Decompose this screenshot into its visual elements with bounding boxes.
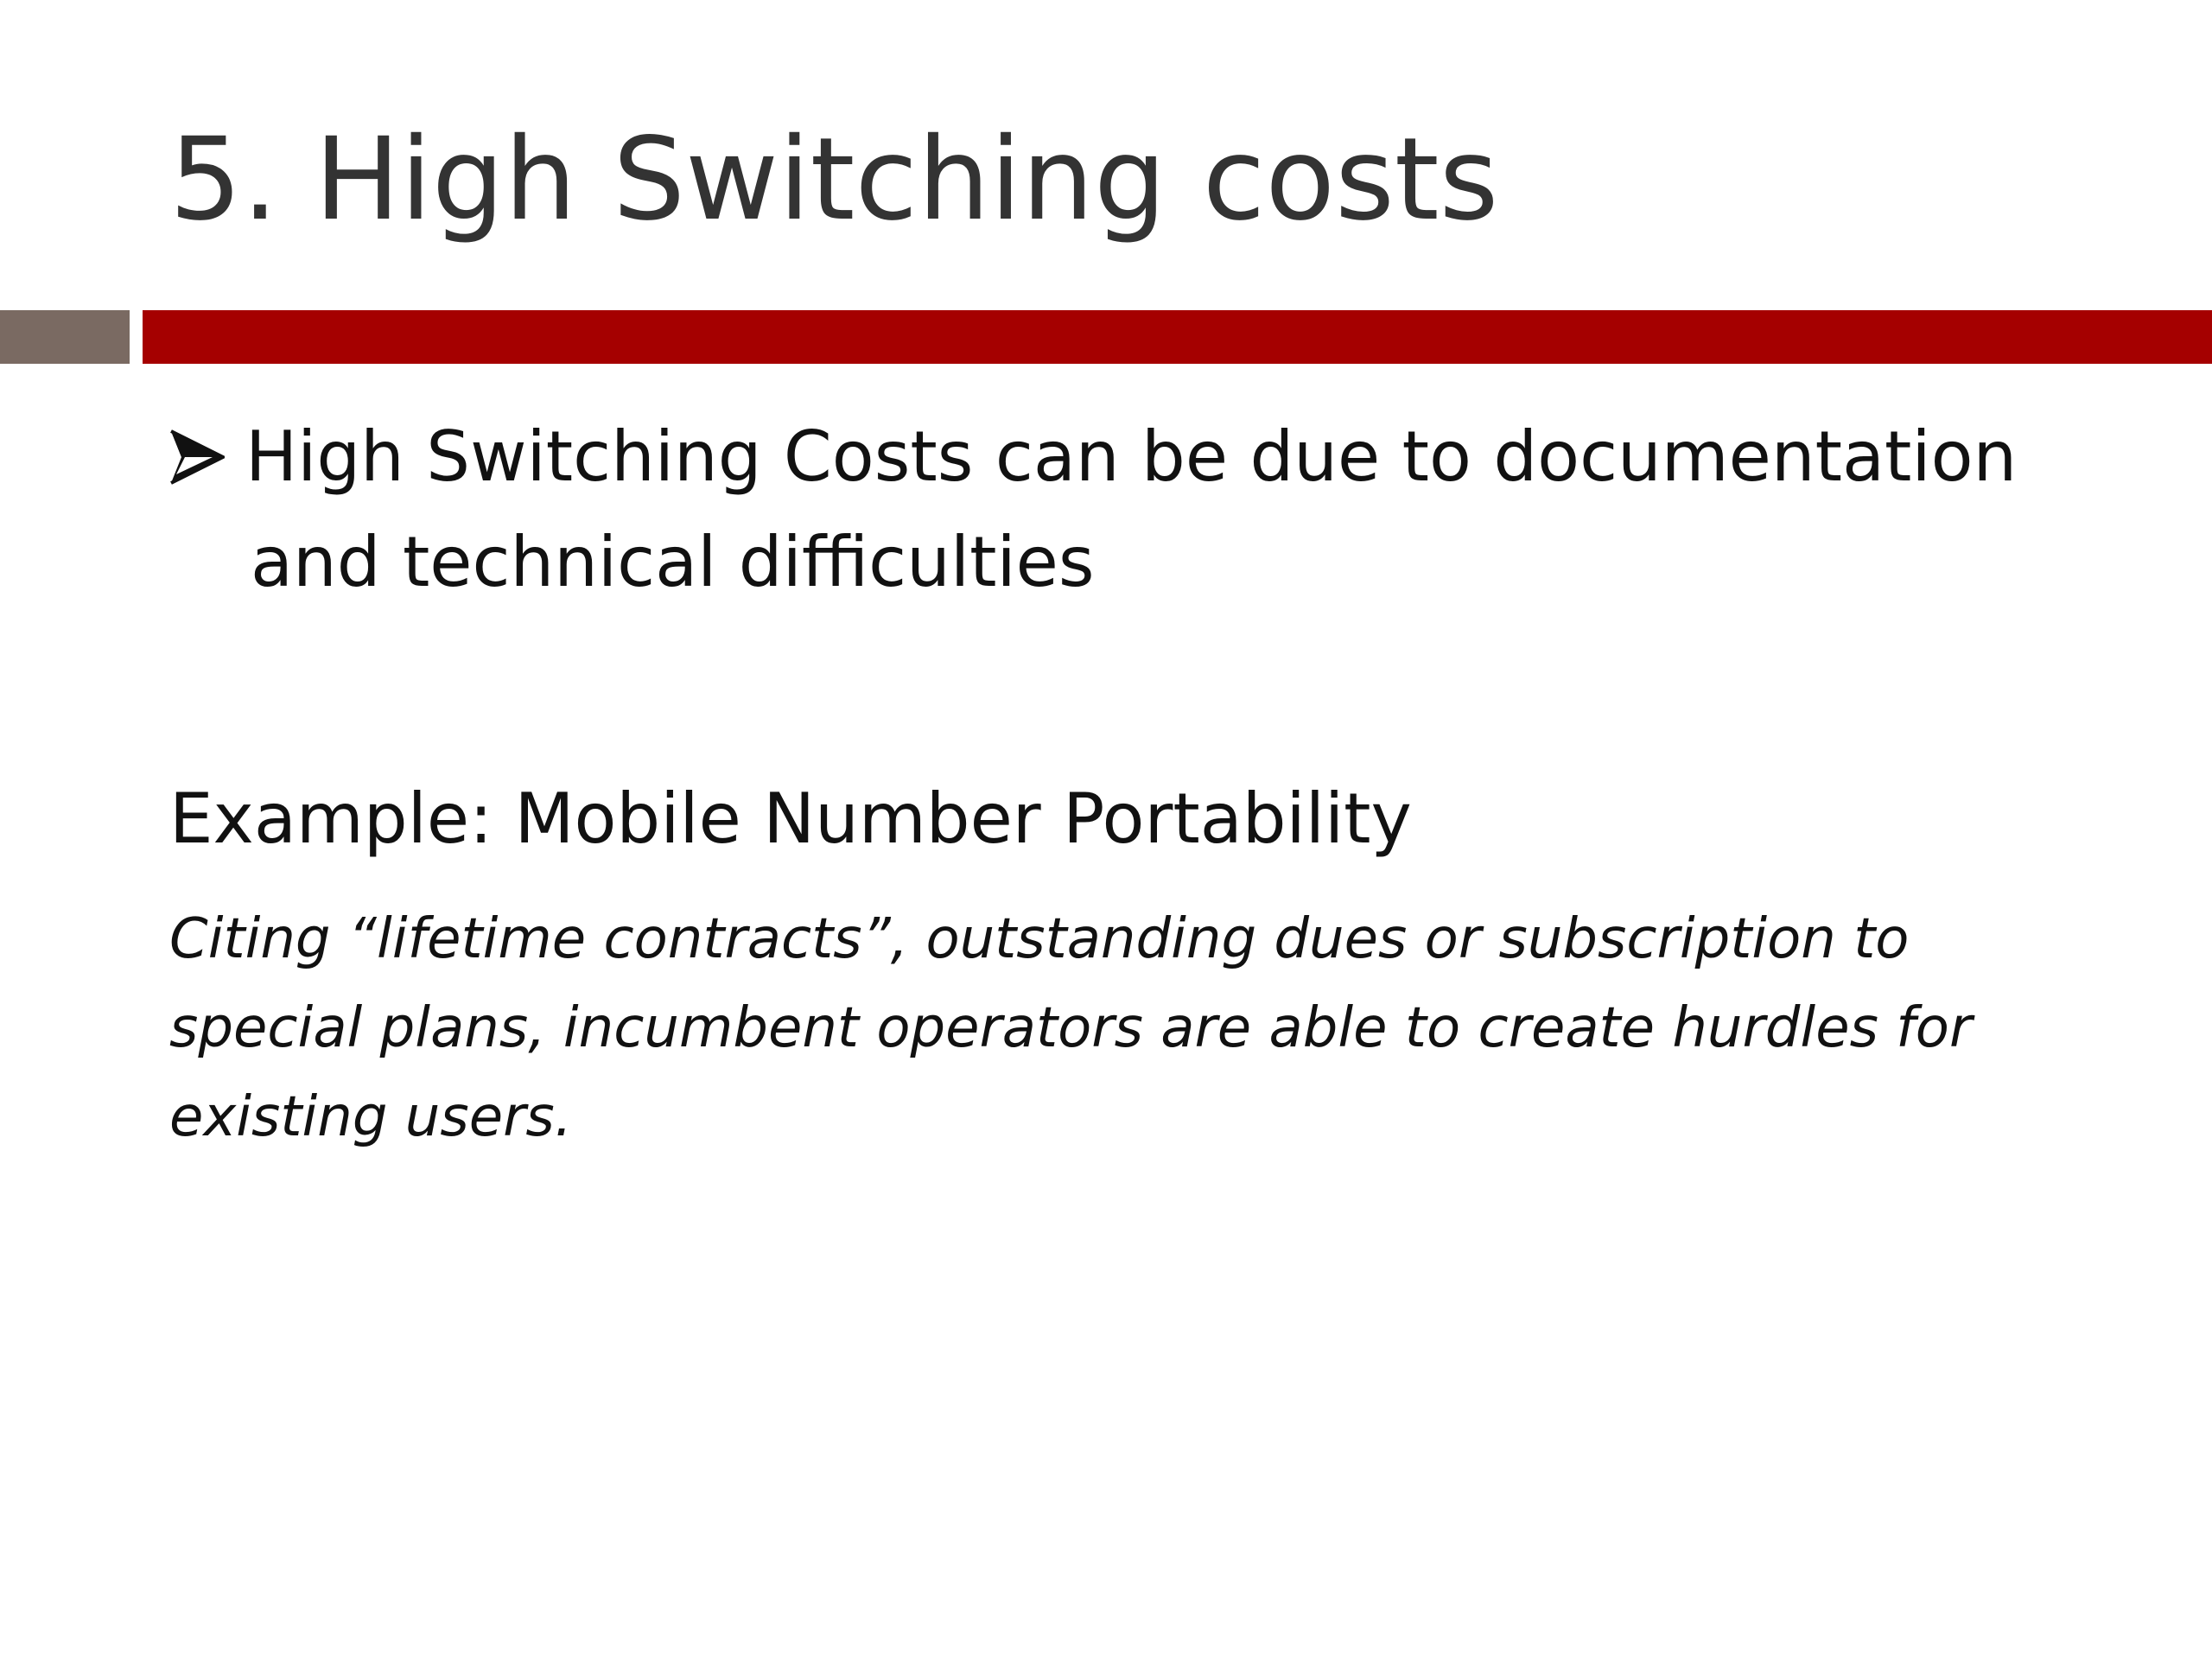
bullet-text-line2: and technical difficulties: [251, 522, 1095, 602]
accent-square: [0, 310, 130, 364]
bullet-item: [169, 404, 2070, 615]
bullet-text-line1: High Switching Costs can be due to documentation: [245, 416, 2018, 497]
example-body: Citing “lifetime contracts”, outstanding dues or subscription to special plans, incumbent operators are able to create hurdles for existing users.: [169, 907, 1973, 1149]
example-heading: Example: Mobile Number Portability: [169, 779, 1412, 859]
arrow-bullet-icon: [169, 404, 245, 510]
accent-bar: [143, 310, 2212, 364]
slide-title: 5. High Switching costs: [169, 113, 1499, 246]
